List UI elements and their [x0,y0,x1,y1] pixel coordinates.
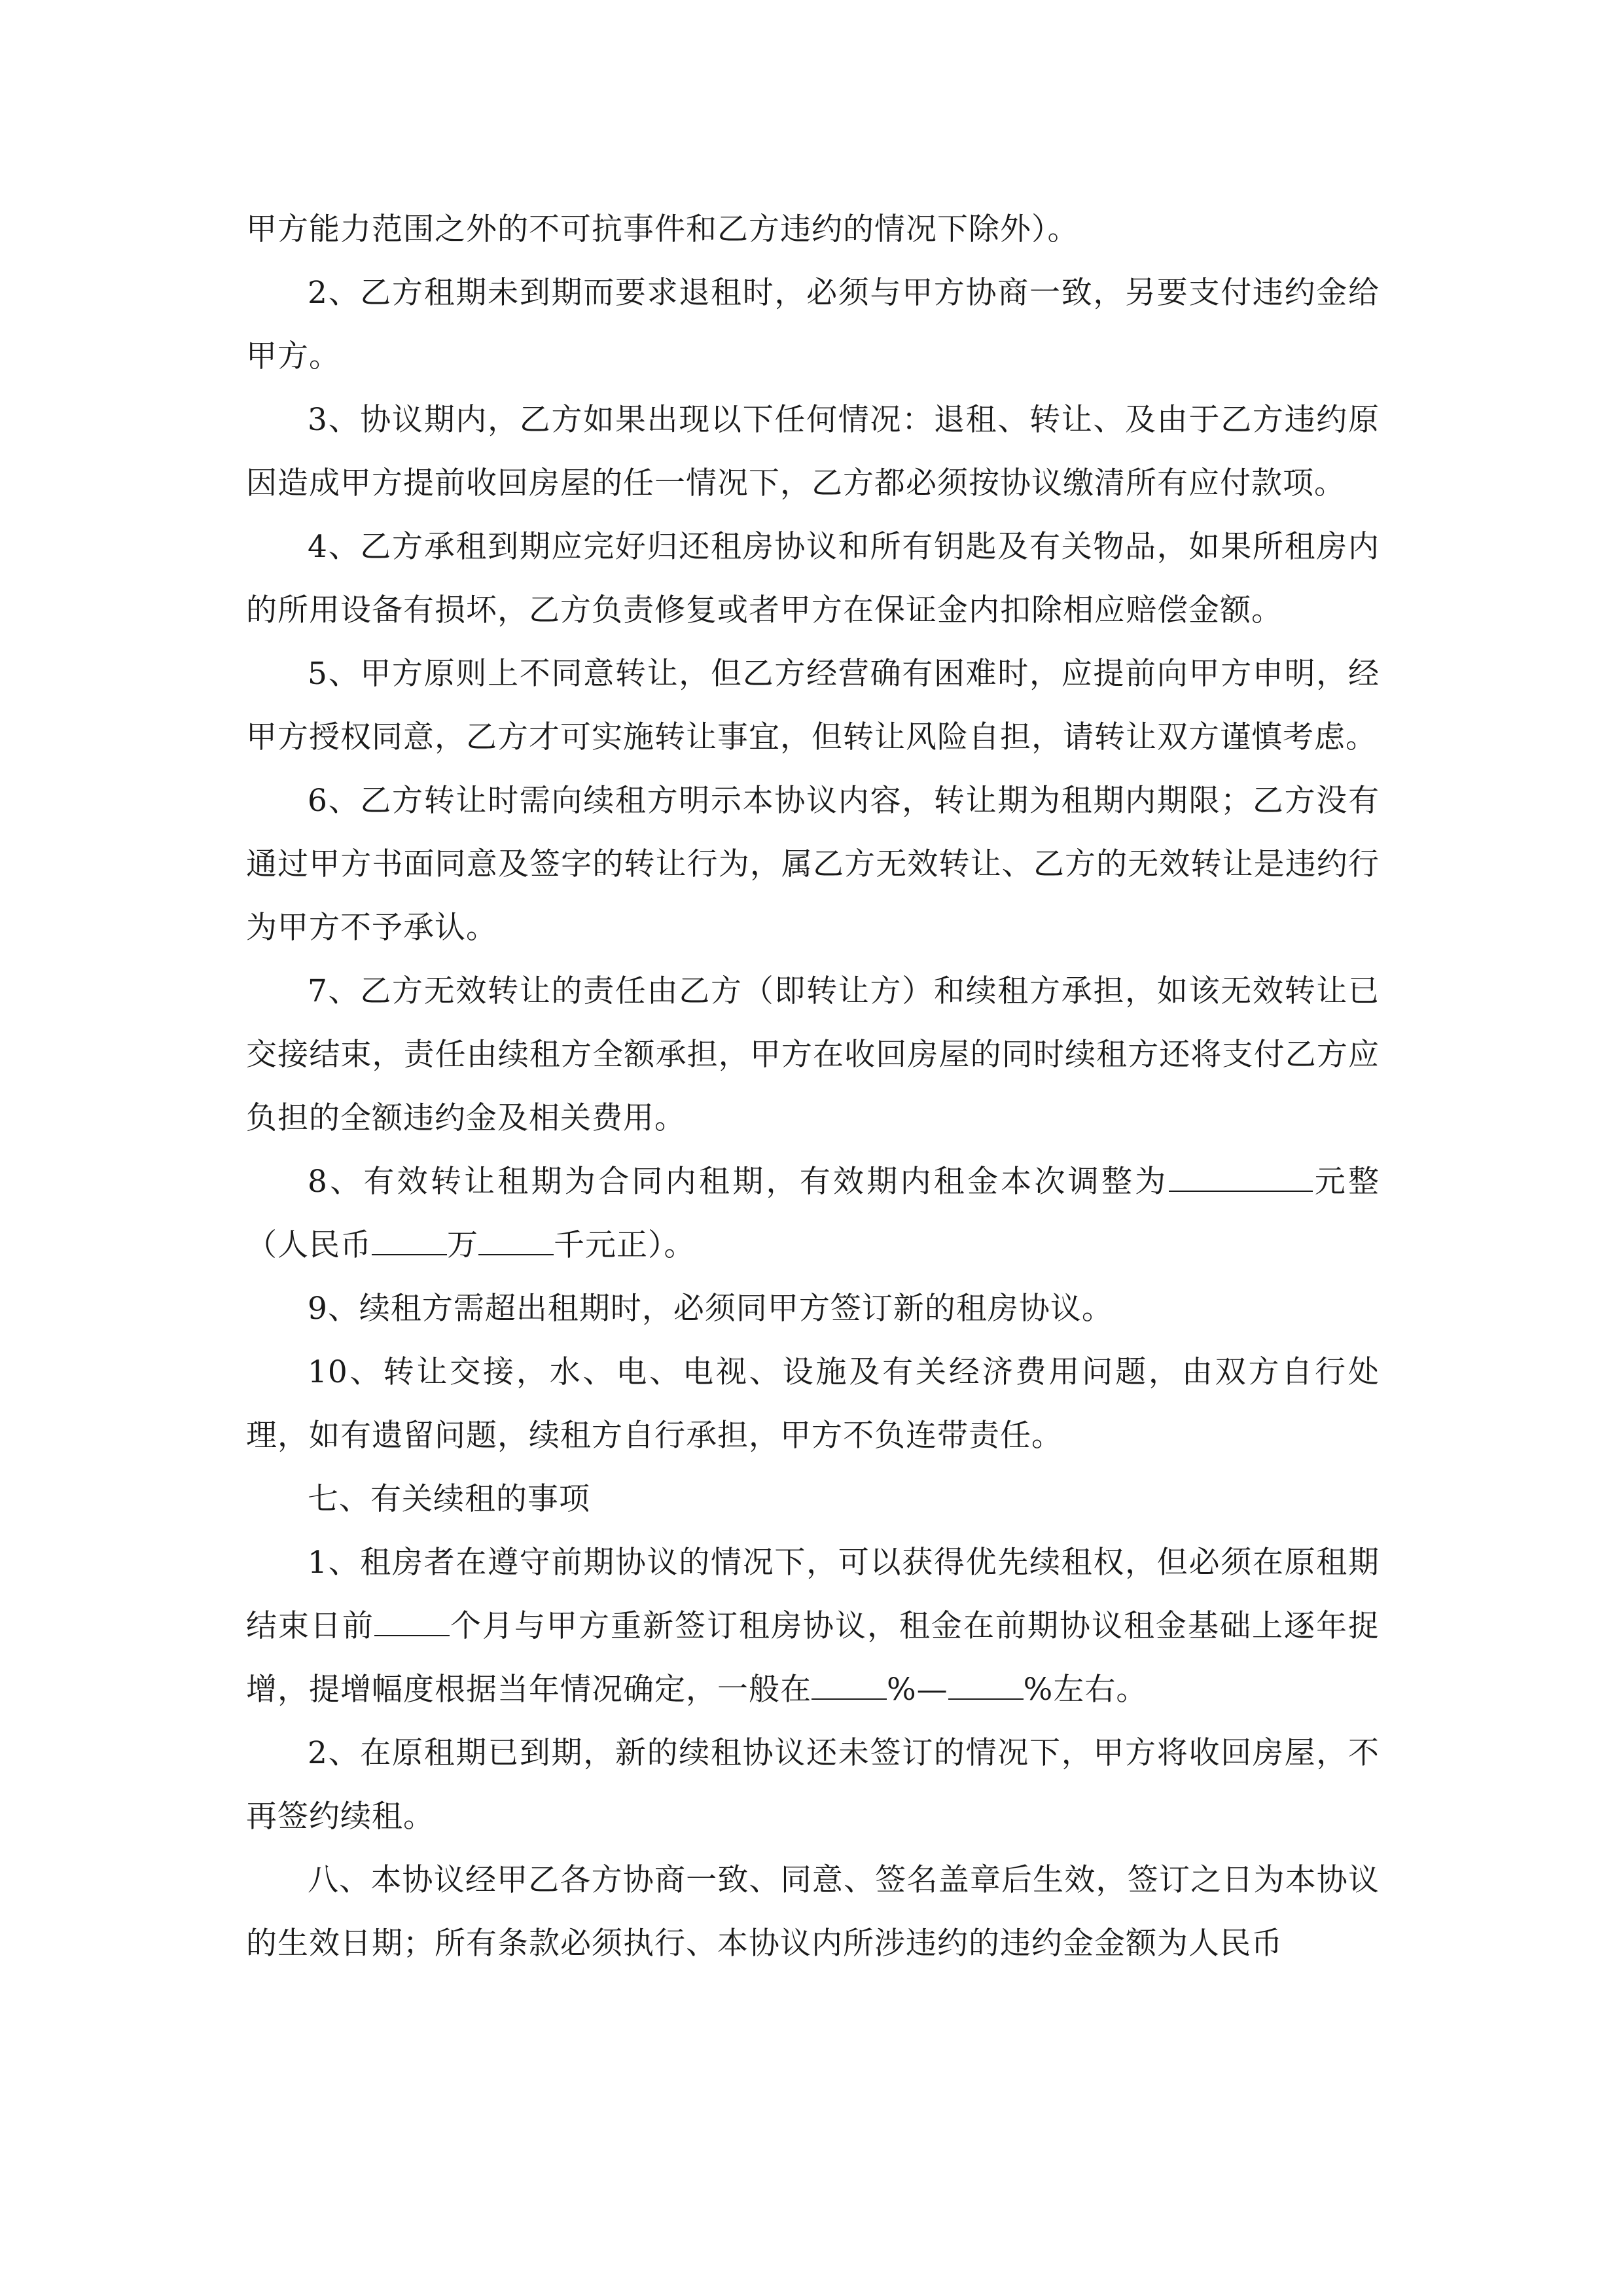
rmb-qian-blank[interactable] [478,1228,554,1255]
document-body [246,198,1380,1975]
renewal-1-text-3: %— [887,1672,948,1708]
paragraph-item-2: 2、乙方租期未到期而要求退租时，必须与甲方协商一致，另要支付违约金给甲方。 [246,275,1380,374]
item-8-text-3: 万 [447,1227,478,1263]
paragraph-section-8: 八、本协议经甲乙各方协商一致、同意、签名盖章后生效，签订之日为本协议的生效日期；所有条款必须执行、本协议内所涉违约的违约金金额为人民币 [246,1862,1380,1962]
paragraph-item-7: 7、乙方无效转让的责任由乙方（即转让方）和续租方承担，如该无效转让已交接结束，责任由续租方全额承担，甲方在收回房屋的同时续租方还将支付乙方应负担的全额违约金及相关费用。 [246,973,1380,1136]
paragraph-renewal-1 [246,1531,1380,1721]
item-8-text-4: 千元正）。 [554,1227,696,1263]
paragraph-item-10: 10、转让交接，水、电、电视、设施及有关经济费用问题，由双方自行处理，如有遗留问题，续租方自行承担，甲方不负连带责任。 [246,1354,1380,1454]
percent-high-blank[interactable] [948,1672,1024,1700]
paragraph-item-9: 9、续租方需超出租期时，必须同甲方签订新的租房协议。 [308,1291,1113,1327]
item-8-text-2: 元整（人民币 [246,1164,1380,1263]
paragraph-item-5: 5、甲方原则上不同意转让，但乙方经营确有困难时，应提前向甲方申明，经甲方授权同意，乙方才可实施转让事宜，但转让风险自担，请转让双方谨慎考虑。 [246,656,1380,755]
paragraph-item-3: 3、协议期内，乙方如果出现以下任何情况：退租、转让、及由于乙方违约原因造成甲方提前收回房屋的任一情况下，乙方都必须按协议缴清所有应付款项。 [246,402,1380,501]
paragraph-item-8 [246,1150,1380,1277]
months-blank[interactable] [374,1609,450,1636]
paragraph-item-6: 6、乙方转让时需向续租方明示本协议内容，转让期为租期内期限；乙方没有通过甲方书面同意及签字的转让行为，属乙方无效转让、乙方的无效转让是违约行为甲方不予承认。 [246,783,1380,946]
paragraph-renewal-2: 2、在原租期已到期，新的续租协议还未签订的情况下，甲方将收回房屋，不再签约续租。 [246,1735,1380,1835]
rent-amount-blank[interactable] [1169,1164,1313,1192]
paragraph-continuation: 甲方能力范围之外的不可抗事件和乙方违约的情况下除外）。 [246,211,1079,247]
section-heading-renewal: 七、有关续租的事项 [308,1481,590,1517]
renewal-1-text-4: %左右。 [1023,1672,1148,1708]
rmb-wan-blank[interactable] [372,1228,447,1255]
renewal-1-text-2: 个月与甲方重新签订租房协议，租金在前期协议租金基础上逐年捉增，提增幅度根据当年情况确定，一般在 [246,1608,1380,1708]
paragraph-item-4: 4、乙方承租到期应完好归还租房协议和所有钥匙及有关物品，如果所租房内的所用设备有损坏，乙方负责修复或者甲方在保证金内扣除相应赔偿金额。 [246,529,1380,628]
percent-low-blank[interactable] [812,1672,887,1700]
item-8-text-1: 8、有效转让租期为合同内租期，有效期内租金本次调整为 [308,1164,1169,1200]
renewal-1-text-1: 1、租房者在遵守前期协议的情况下，可以获得优先续租权，但必须在原租期结束日前 [246,1545,1380,1644]
